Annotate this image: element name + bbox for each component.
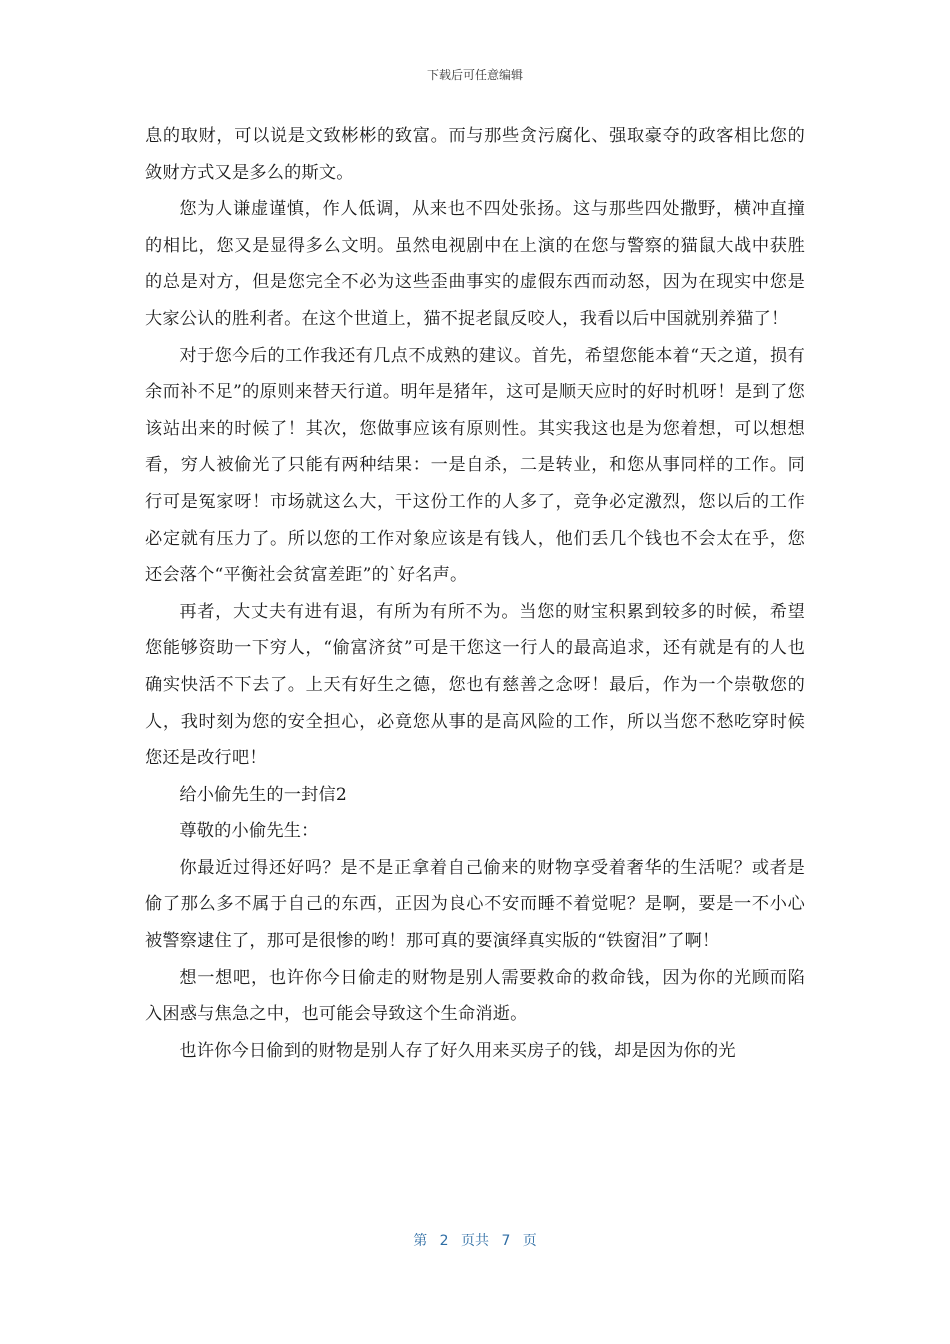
page-footer: 第 2 页共 7 页 — [413, 1233, 537, 1249]
page-header: 下载后可任意编辑 — [426, 68, 523, 82]
paragraph-4: 再者，大丈夫有进有退，有所为有所不为。当您的财宝积累到较多的时候，希望您能够资助一下穷人，“偷富济贫”可是干您这一行人的最高追求，还有就是有的人也确实快活不下去了。上天有好生之德，您也有慈善之念呀！最后，作为一个崇敬您的人，我时刻为您的安全担心，必竟您从事的是高风险的工作，所以当您不愁吃穿时候您还是改行吧！ — [145, 601, 805, 769]
letter-salutation: 尊敬的小偷先生： — [179, 821, 319, 842]
paragraph-2: 您为人谦虚谨慎，作人低调，从来也不四处张扬。这与那些四处撒野，横冲直撞的相比，您又是显得多么文明。虽然电视剧中在上演的在您与警察的猫鼠大战中获胜的总是对方，但是您完全不必为这些歪曲事实的虚假东西而动怒，因为在现实中您是大家公认的胜利者。在这个世道上，猫不捉老鼠反咬人，我看以后中国就别养猫了！ — [145, 199, 805, 329]
paragraph-5: 你最近过得还好吗？是不是正拿着自己偷来的财物享受着奢华的生活呢？或者是偷了那么多不属于自己的东西，正因为良心不安而睡不着觉呢？是啊，要是一不小心被警察逮住了，那可是很惨的哟！那可真的要演绎真实版的“铁窗泪”了啊！ — [145, 857, 805, 952]
paragraph-1: 息的取财，可以说是文致彬彬的致富。而与那些贪污腐化、强取豪夺的政客相比您的敛财方式又是多么的斯文。 — [145, 126, 805, 183]
letter-title: 给小偷先生的一封信2 — [179, 784, 348, 805]
paragraph-7: 也许你今日偷到的财物是别人存了好久用来买房子的钱，却是因为你的光 — [179, 1040, 736, 1061]
paragraph-6: 想一想吧，也许你今日偷走的财物是别人需要救命的救命钱，因为你的光顾而陷入困惑与焦急之中，也可能会导致这个生命消逝。 — [145, 967, 805, 1025]
document-body — [145, 118, 805, 1069]
paragraph-3: 对于您今后的工作我还有几点不成熟的建议。首先，希望您能本着“天之道，损有余而补不足”的原则来替天行道。明年是猪年，这可是顺天应时的好时机呀！是到了您该站出来的时候了！其次，您做事应该有原则性。其实我这也是为您着想，可以想想看，穷人被偷光了只能有两种结果：一是自杀，二是转业，和您从事同样的工作。同行可是冤家呀！市场就这么大，干这份工作的人多了，竞争必定激烈，您以后的工作必定就有压力了。所以您的工作对象应该是有钱人，他们丢几个钱也不会太在乎，您还会落个“平衡社会贫富差距”的`好名声。 — [145, 345, 805, 586]
